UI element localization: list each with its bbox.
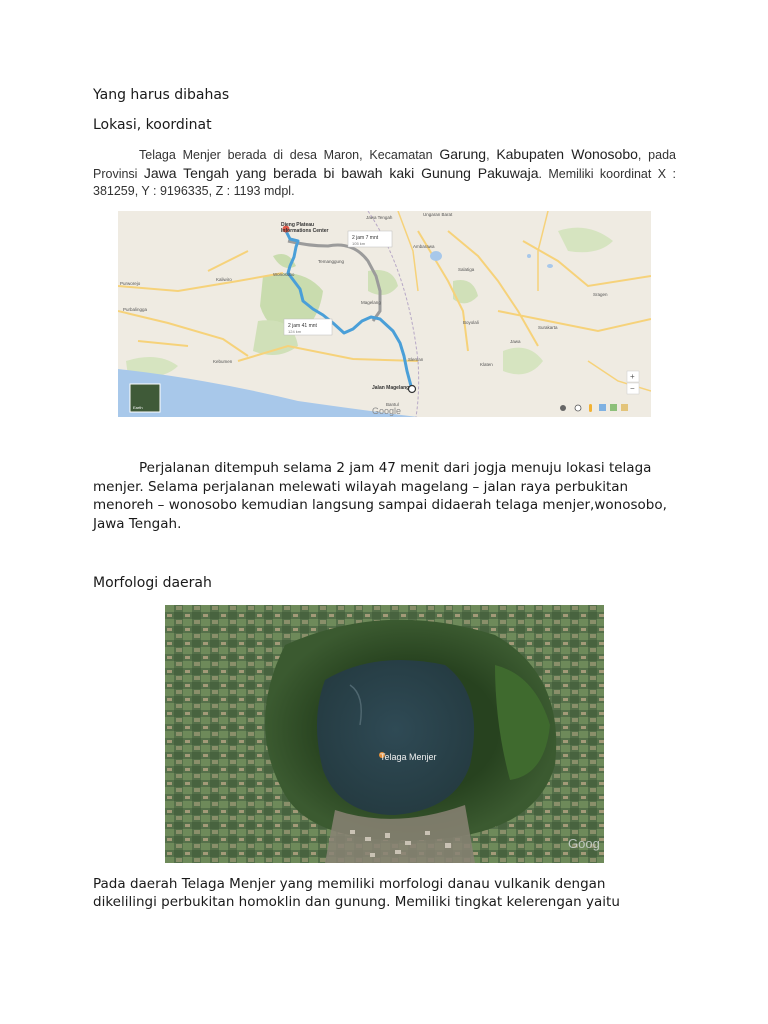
heading-lokasi-koordinat: Lokasi, koordinat	[93, 117, 212, 133]
morphology-paragraph: Pada daerah Telaga Menjer yang memiliki morfologi danau vulkanik dengan dikelilingi perbukitan homoklin dan gunung. Memiliki tingkat kelerengan yaitu	[93, 876, 620, 910]
route2-dist: 124 km	[288, 329, 302, 334]
town-label: Temanggung	[318, 259, 345, 264]
town-label: Purbalingga	[123, 307, 148, 312]
layer-icon[interactable]	[621, 404, 628, 411]
route1-dist: 105 km	[352, 241, 366, 246]
minus-icon: −	[630, 384, 635, 393]
heading-yang-harus-dibahas: Yang harus dibahas	[93, 87, 230, 103]
town-label: Bantul	[386, 402, 399, 407]
end-marker-icon	[409, 386, 416, 393]
town-label: Wonosobo	[273, 272, 295, 277]
town-label: Kebumen	[213, 359, 233, 364]
location-paragraph: Telaga Menjer berada di desa Maron, Kecamatan Garung, Kabupaten Wonosobo, pada Provinsi Jawa Tengah yang berada bi bawah kaki Gunung Pakuwaja. Memiliki koordinat X : 381259, Y : 9196335, Z : 1193 mdpl.	[93, 146, 677, 198]
town-label: Ambarawa	[413, 244, 435, 249]
journey-paragraph: Perjalanan ditempuh selama 2 jam 47 menit dari jogja menuju lokasi telaga menjer. Selama perjalanan melewati wilayah magelang – jalan raya perbukitan menoreh – wonosobo kemudian langsung sampai didaerah telaga menjer,wonosobo, Jawa Tengah.	[93, 460, 667, 532]
layer-icon[interactable]	[610, 404, 617, 411]
google-watermark: Goog	[568, 836, 600, 851]
settings-icon[interactable]	[575, 405, 581, 411]
town-label: Sragen	[593, 292, 608, 297]
map-start-label: Dieng Plateau	[281, 222, 315, 228]
route2-time: 2 jam 41 mnt	[288, 323, 317, 329]
earth-thumbnail-label: Earth	[133, 405, 143, 410]
town-label: Salatiga	[458, 267, 475, 272]
satellite-image	[165, 605, 604, 863]
town-label: Magelang	[361, 300, 381, 305]
town-label: Jawa	[510, 339, 521, 344]
town-label: Kaliwiro	[216, 277, 232, 282]
google-logo: Google	[372, 406, 402, 416]
map-end-label: Jalan Magelang	[372, 385, 410, 391]
town-label: Surakarta	[538, 325, 558, 330]
pegman-icon[interactable]	[589, 404, 592, 412]
route1-time: 2 jam 7 mnt	[352, 235, 379, 241]
heading-morfologi-daerah: Morfologi daerah	[93, 575, 212, 591]
satellite-place-label: Telaga Menjer	[380, 752, 437, 762]
town-label: Jawa Tengah	[366, 215, 393, 220]
town-label: Klaten	[480, 362, 493, 367]
plus-icon: +	[630, 372, 635, 381]
route-map-image	[118, 211, 651, 417]
layer-icon[interactable]	[599, 404, 606, 411]
help-icon[interactable]	[560, 405, 566, 411]
map-start-label-2: Informations Center	[281, 228, 329, 234]
town-label: Boyolali	[463, 320, 479, 325]
town-label: Purworejo	[120, 281, 141, 286]
town-label: Sleman	[408, 357, 424, 362]
town-label: Ungaran Barat	[423, 212, 453, 217]
